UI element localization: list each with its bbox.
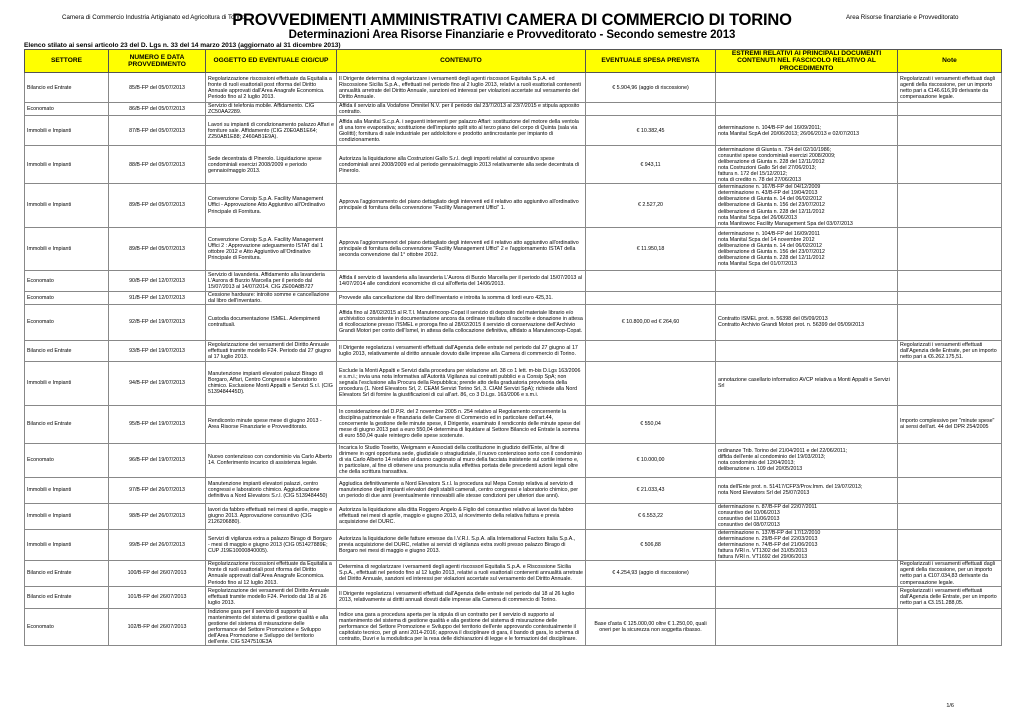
- table-row: [25, 361, 1002, 405]
- cell-estremi: determinazione n. 87/B-FP del 22/07/2011 consuntivo del 10/06/2013 consuntivo del 11/06/2013 consuntivo del 08/07/2013: [716, 503, 898, 529]
- cell-numero: 98/B-FP del 26/07/2013: [109, 503, 206, 529]
- table-row: [25, 146, 1002, 184]
- cell-numero: 97/B-FP del 26/07/2013: [109, 477, 206, 503]
- page-number: 1/6: [946, 703, 954, 709]
- cell-spesa: € 11.950,18: [586, 227, 716, 270]
- cell-note: Regolarizzati i versamenti effettuati dall'Agenzia delle Entrate, per un importo netto pari a €6.262.175,51.: [898, 340, 1002, 361]
- cell-spesa: € 943,11: [586, 146, 716, 184]
- cell-spesa: € 10.800,00 ed € 264,60: [586, 304, 716, 340]
- cell-note: [898, 116, 1002, 146]
- cell-settore: Immobili e Impianti: [25, 116, 109, 146]
- cell-numero: 94/B-FP del 19/07/2013: [109, 361, 206, 405]
- column-header-estremi: ESTREMI RELATIVI AI PRINCIPALI DOCUMENTI CONTENUTI NEL FASCICOLO RELATIVO AL PROCEDIMENTO: [716, 50, 898, 73]
- table-row: [25, 304, 1002, 340]
- cell-estremi: [716, 291, 898, 304]
- cell-estremi: [716, 340, 898, 361]
- cell-numero: 89/B-FP del 05/07/2013: [109, 227, 206, 270]
- cell-note: Importo complessivo per "minute spese" ai sensi dell'art. 44 del DPR 254/2005: [898, 405, 1002, 443]
- cell-oggetto: Rendiconto minute spese mese di giugno 2013 - Area Risorse Finanziarie e Provveditorato.: [206, 405, 337, 443]
- cell-estremi: [716, 608, 898, 645]
- cell-contenuto: Incarica lo Studio Tosetto, Weigmann e Associati della costituzione in giudizio dell'Ente, al fine di dirimere in ogni opportuna sede, giudiziale o stragiudiziale, il nuovo contenzioso sorto con il condominio di via Carlo Alberto 14 relativo al danno cagionato al muro della facciata insistente sul cortile interno e, in particolare, al fine di ottenere una pronuncia sulla effettiva portata delle precedenti azioni legali oltre che della scrittura transattiva.: [337, 443, 586, 477]
- cell-estremi: [716, 586, 898, 608]
- column-header-note: Note: [898, 50, 1002, 73]
- cell-settore: Immobili e Impianti: [25, 361, 109, 405]
- cell-contenuto: Autorizza la liquidazione alla Costruzioni Gallo S.r.l. degli importi relativi al consuntivo spese condominiali anni 2008/2009 ed al periodo gennaio/maggio 2013 relativamente alla sede decentrata di Pinerolo.: [337, 146, 586, 184]
- cell-numero: 95/B-FP del 19/07/2013: [109, 405, 206, 443]
- table-row: [25, 443, 1002, 477]
- cell-estremi: [716, 73, 898, 103]
- cell-estremi: [716, 270, 898, 291]
- cell-oggetto: Regolarizzazione riscossioni effettuate da Equitalia a fronte di ruoli esattoriali post riforma del Diritto Annuale approvati dall'Area Anagrafe Economica. Periodo fino al 2 luglio 2013.: [206, 73, 337, 103]
- cell-settore: Economato: [25, 270, 109, 291]
- cell-note: [898, 443, 1002, 477]
- cell-oggetto: Convenzione Consip S.p.A. Facility Management Uffici - Approvazione Atto Aggiuntivo all'Ordinativo Principale di Fornitura.: [206, 184, 337, 227]
- cell-contenuto: Autorizza la liquidazione alla ditta Roggero Angelo & Figlio del consuntivo relativo ai lavori da fabbro effettuati nei mesi di aprile, maggio e giugno 2013, al ricevimento della relativa fattura e previa acquisizione del DURC.: [337, 503, 586, 529]
- cell-settore: Economato: [25, 103, 109, 116]
- cell-note: [898, 361, 1002, 405]
- cell-numero: 101/B-FP del 26/07/2013: [109, 586, 206, 608]
- table-row: [25, 73, 1002, 103]
- page-title: PROVVEDIMENTI AMMINISTRATIVI CAMERA DI COMMERCIO DI TORINO: [232, 11, 792, 29]
- cell-contenuto: Affida il servizio di lavanderia alla lavanderia L'Aurora di Burzio Marcella per il periodo dal 15/07/2013 al 14/07/2014 alle condizioni economiche di cui all'offerta del 14/06/2013.: [337, 270, 586, 291]
- cell-spesa: [586, 586, 716, 608]
- cell-note: [898, 103, 1002, 116]
- cell-spesa: [586, 361, 716, 405]
- cell-estremi: determinazione n. 104/B-FP del 16/09/2011; nota Manital ScpA del 20/06/2013; 26/06/2013 e 02/07/2013: [716, 116, 898, 146]
- table-body: [25, 73, 1002, 646]
- cell-oggetto: Convenzione Consip S.p.A. Facility Management Uffici 2 : Approvazione adeguamento ISTAT dal 1 ottobre 2012 e Atto Aggiuntivo all'Ordinativo Principale di Fornitura.: [206, 227, 337, 270]
- cell-oggetto: Regolarizzazione riscossioni effettuate da Equitalia a fronte di ruoli esattoriali post riforma del Diritto Annuale approvati dall'Area Anagrafe Economica. Periodo fino al 12 luglio 2013.: [206, 560, 337, 586]
- header-area: Area Risorse finanziarie e Provveditorato: [846, 14, 959, 21]
- cell-contenuto: Il Dirigente determina di regolarizzare i versamenti degli agenti riscossori Equitalia S.p.A. ed Riscossione Sicilia S.p.A., effettuati nel periodo fino al 2 luglio 2013, relativi a ruoli esattoriali contenenti annualità arretrate del Diritto Annuale, sanzioni ed interessi per violazioni accertate sul versamento del Diritto Annuale.: [337, 73, 586, 103]
- cell-oggetto: Nuovo contenzioso con condominio via Carlo Alberto 14. Conferimento incarico di assistenza legale.: [206, 443, 337, 477]
- cell-note: Regolarizzati i versamenti effettuati dall'Agenzia delle Entrate, per un importo netto pari a €3.151.288,05.: [898, 586, 1002, 608]
- cell-note: [898, 304, 1002, 340]
- cell-numero: 86/B-FP del 05/07/2013: [109, 103, 206, 116]
- cell-contenuto: Approva l'aggiornamenot del piano dettagliato degli interventi ed il relativo atto aggiuntivo all'ordinativo principale di fornitura della convenzione "Facility Management Uffici" 2 e l'aggiornamento ISTAT della seconda convenzione dal 1° ottobre 2012.: [337, 227, 586, 270]
- cell-oggetto: Custodia documentazione ISMEL. Adempimenti contrattuali.: [206, 304, 337, 340]
- cell-settore: Immobili e Impianti: [25, 503, 109, 529]
- cell-spesa: € 10.382,45: [586, 116, 716, 146]
- cell-note: [898, 608, 1002, 645]
- cell-oggetto: Manutenzione impianti elevatori palazzi Birago di Borgaro, Affari, Centro Congressi e laboratorio chimico. Esclusione Monti Appalti e Servizi S.r.l. (CIG 5139484445D).: [206, 361, 337, 405]
- cell-numero: 99/B-FP del 26/07/2013: [109, 529, 206, 560]
- table-row: [25, 586, 1002, 608]
- header-institution: Camera di Commercio Industria Artigianato ed Agricoltura di Torino: [62, 14, 245, 21]
- cell-settore: Immobili e Impianti: [25, 184, 109, 227]
- cell-estremi: [716, 560, 898, 586]
- cell-settore: Economato: [25, 291, 109, 304]
- cell-settore: Economato: [25, 608, 109, 645]
- cell-numero: 93/B-FP del 19/07/2013: [109, 340, 206, 361]
- cell-contenuto: Affida il servizio alla Vodafone Omnitel N.V. per il periodo dal 23/7/2013 al 23/7/2015 e stipula apposito contratto.: [337, 103, 586, 116]
- table-row: [25, 291, 1002, 304]
- table-row: [25, 560, 1002, 586]
- cell-contenuto: Affida alla Manital S.c.p.A. i seguenti interventi per palazzo Affari: sostituzione del motore della ventola di una torre evaporativa; sostituzione dell'impianto split sito al terzo piano del corpo di Quinta (sala via Giolitti); fornitura di sale industriale per addolcitore e prodotto antincrostante per impianto di condizionamento.: [337, 116, 586, 146]
- cell-estremi: annotazione casellario informatico AVCP relativa a Monti Appalti e Servizi Srl: [716, 361, 898, 405]
- cell-contenuto: Affida fino al 28/02/2015 al R.T.I. Manutencoop-Copat il servizio di deposito del materiale librario e/o archivistico consistente in documentazione ancora da ordinare risultato di raccolte e donazione in attesa di ricollocazione presso l'ISMEL e proroga fino al 28/02/2015 il servizio di conservazione dell'Archivio Grandi Motori per conto dell'Ismel, in attesa della collocazione definitiva, affidato a Manutencoop-Copat.: [337, 304, 586, 340]
- cell-estremi: determinazione n. 137/B-FP del 17/12/2010 determinazione n. 29/B-FP del 22/03/2013 determinazione n. 74/B-FP del 21/06/2013 fattura IVRI n. VT1302 del 31/05/2013 fattura IVRI n. VT1692 del 29/06/2013: [716, 529, 898, 560]
- cell-oggetto: lavori da fabbro effettuati nei mesi di aprile, maggio e giugno 2013. Approvazione consuntivo (CIG 2126206880).: [206, 503, 337, 529]
- cell-spesa: € 6.553,22: [586, 503, 716, 529]
- cell-oggetto: Servizio di telefonia mobile. Affidamento. CIG ZC50AA2289.: [206, 103, 337, 116]
- page-subtitle: Determinazioni Area Risorse Finanziarie e Provveditorato - Secondo semestre 2013: [288, 29, 736, 41]
- cell-numero: 90/B-FP del 12/07/2013: [109, 270, 206, 291]
- cell-note: [898, 291, 1002, 304]
- table-row: [25, 405, 1002, 443]
- cell-settore: Immobili e Impianti: [25, 477, 109, 503]
- table-row: [25, 227, 1002, 270]
- cell-estremi: nota dell'Ente prot. n. 51417/CFP3/Prov.Imm. del 19/07/2013; nota Nord Elevators Srl del 25/07/2013: [716, 477, 898, 503]
- cell-contenuto: Autorizza la liquidazione delle fatture emesse da I.V.R.I. S.p.A. alla International Factors Italia S.p.A., previa acquisizione del DURC, relative ai servizi di vigilanza extra svolti presso palazzo Birago di Borgaro nei mesi di maggio e giugno 2013.: [337, 529, 586, 560]
- cell-settore: Immobili e Impianti: [25, 146, 109, 184]
- cell-oggetto: Regolarizzazione dei versamenti del Diritto Annuale effettuati tramite modello F24. Periodo dal 27 giugno al 17 luglio 2013.: [206, 340, 337, 361]
- cell-oggetto: Indizione gara per il servizio di supporto al mantenimento del sistema di gestione qualità e alla gestione del sistema di misurazione delle performance del Settore Promozione e Sviluppo dell'Area Promozione e Sviluppo del territorio dell'ente. CIG 5247510E3A: [206, 608, 337, 645]
- table-header-row: [25, 50, 1002, 73]
- cell-note: [898, 477, 1002, 503]
- cell-spesa: [586, 291, 716, 304]
- cell-settore: Bilancio ed Entrate: [25, 560, 109, 586]
- cell-spesa: [586, 103, 716, 116]
- cell-oggetto: Manutenzione impianti elevatori palazzi, centro congressi e laboratorio chimico. Aggiudicazione definitiva a Nord Elevators S.r.l. (CIG 5139484450): [206, 477, 337, 503]
- cell-spesa: € 506,88: [586, 529, 716, 560]
- cell-numero: 100/B-FP del 26/07/2013: [109, 560, 206, 586]
- cell-settore: Bilancio ed Entrate: [25, 405, 109, 443]
- table-row: [25, 184, 1002, 227]
- cell-note: [898, 184, 1002, 227]
- cell-contenuto: Indice una gara a procedura aperta per la stipula di un contratto per il servizio di supporto al mantenimento del sistema di gestione qualità e alla gestione del sistema di misurazione delle performance del Settore Promozione e Sviluppo del territorio dell'ente approvando contestualmente il capitolato tecnico, per gli anni 2014-2016; approva il disciplinare di gara, il bando di gara, lo schema di contratto, Duvri e la modulistica per la resa delle dichiarazioni di legge e le formazioni del disciplinare.: [337, 608, 586, 645]
- cell-numero: 89/B-FP del 05/07/2013: [109, 184, 206, 227]
- table-row: [25, 503, 1002, 529]
- cell-note: [898, 146, 1002, 184]
- cell-contenuto: Il Dirigente regolarizza i versamenti effettuati dall'Agenzia delle entrate nel periodo dal 18 al 26 luglio 2013, relativamente ai diritti annuali dovuti dalle imprese alla Camera di commercio di Torino.: [337, 586, 586, 608]
- cell-settore: Immobili e Impianti: [25, 529, 109, 560]
- cell-contenuto: Provvede alla cancellazione dal libro dell'inventario e introita la somma di lordi euro 425,31.: [337, 291, 586, 304]
- cell-spesa: [586, 270, 716, 291]
- cell-note: [898, 227, 1002, 270]
- cell-note: [898, 529, 1002, 560]
- cell-spesa: € 21.033,43: [586, 477, 716, 503]
- cell-contenuto: Approva l'aggiornamento del piano dettagliato degli interventi ed il relativo atto aggiuntivo all'ordinativo principale di fornitura della convenzione "Facility Management Uffici" 1.: [337, 184, 586, 227]
- cell-settore: Economato: [25, 443, 109, 477]
- cell-note: Regolarizzati i versamenti effettuati dagli agenti della riscossione, per un importo netto pari a €146.616,99 derivante da compensazione legale.: [898, 73, 1002, 103]
- column-header-settore: SETTORE: [25, 50, 109, 73]
- cell-spesa: Base d'asta € 125.000,00 oltre € 1.250,00, quali oneri per la sicurezza non soggetta ribasso.: [586, 608, 716, 645]
- table-row: [25, 340, 1002, 361]
- column-header-oggetto: OGGETTO ED EVENTUALE CIG/CUP: [206, 50, 337, 73]
- cell-estremi: ordinanze Trib. Torino del 21/04/2011 e del 22/06/2011; diffida dell'ente al condominio del 19/03/2013; nota condominio del 12/04/2013; deliberazione n. 109 del 20/05/2013: [716, 443, 898, 477]
- cell-settore: Bilancio ed Entrate: [25, 73, 109, 103]
- column-header-numero: NUMERO E DATA PROVVEDIMENTO: [109, 50, 206, 73]
- table-row: [25, 270, 1002, 291]
- cell-numero: 102/B-FP del 26/07/2013: [109, 608, 206, 645]
- cell-oggetto: Servizio di lavanderia. Affidamento alla lavanderia L'Aurora di Burzio Marcella per il periodo dal 15/07/2013 al 14/07/2014. CIG ZE00A8B727: [206, 270, 337, 291]
- cell-note: [898, 503, 1002, 529]
- column-header-spesa: EVENTUALE SPESA PREVISTA: [586, 50, 716, 73]
- table-row: [25, 477, 1002, 503]
- cell-note: [898, 270, 1002, 291]
- cell-estremi: determinazione n. 167/B-FP del 04/12/2009 determinazione n. 43/B-FP del 19/04/2013 deliberazione di Giunta n. 14 del 06/02/2012 deliberazione di Giunta n. 156 del 23/07/2012 deliberazione di Giunta n. 228 del 12/11/2012 nota Manital Scpa del 26/06/2013 nota Manitowoc Facility Management Spa del 03/07/2013: [716, 184, 898, 227]
- cell-estremi: determinazione di Giunta n. 734 del 02/10/1986; consuntivi spese condominiali esercizi 2008/2009; deliberazione di Giunta n. 228 del 12/11/2012 nota Costruzioni Gallo Srl del 27/06/2013; fattura n. 172 del 15/12/2012; nota di credito n. 78 del 27/06/2013: [716, 146, 898, 184]
- cell-numero: 91/B-FP del 12/07/2013: [109, 291, 206, 304]
- cell-estremi: [716, 405, 898, 443]
- cell-spesa: € 4.254,93 (aggio di riscossione): [586, 560, 716, 586]
- cell-oggetto: Sede decentrata di Pinerolo. Liquidazione spese condominiali esercizi 2008/2009 e periodo gennaio/maggio 2013.: [206, 146, 337, 184]
- cell-numero: 92/B-FP del 19/07/2013: [109, 304, 206, 340]
- cell-settore: Bilancio ed Entrate: [25, 586, 109, 608]
- cell-spesa: € 550,04: [586, 405, 716, 443]
- cell-contenuto: Esclude la Monti Appalti e Servizi dalla procedura per violazione art. 38 co 1 lett. m-bis D.Lgs 163/2006 e s.m.i.; invia una nota informativa all'Autorità Vigilanza sui contratti pubblici e a Consip SpA; non segnala l'esclusione alla Procura della Repubblica; prende atto della graduatoria provvisoria della procedura (1. Nord Elevators Srl, 2. CEAM Servizi Torino Srl, 3. CIAM Servizi SpA); richiede alla Nord Elevators Srl di fornire la giustificazioni di cui all'art. 86, co 3 D.Lgs. 163/2006 e s.m.i.: [337, 361, 586, 405]
- cell-oggetto: Servizi di vigilanza extra a palazzo Birago di Borgaro - mesi di maggio e giugno 2013 (CIG 051427889E; CUP J19E10000840005).: [206, 529, 337, 560]
- cell-spesa: € 2.527,20: [586, 184, 716, 227]
- table-row: [25, 529, 1002, 560]
- cell-spesa: € 5.904,96 (aggio di riscossione): [586, 73, 716, 103]
- cell-oggetto: Regolarizzazione dei versamenti del Diritto Annuale effettuati tramite modello F24. Periodo dal 18 al 26 luglio 2013.: [206, 586, 337, 608]
- cell-contenuto: Determina di regolarizzare i versamenti degli agenti riscossori Equitalia S.p.A. e Riscossione Sicilia S.p.A., effettuati nel periodo fino al 12 luglio 2013, relativi a ruoli esattoriali contenenti annualità arretrate del Diritto Annuale, sanzioni ed interessi per violazioni accertate sul versamento del Diritto Annuale.: [337, 560, 586, 586]
- cell-oggetto: Cessione hardware: introito somme e cancellazione dal libro dell'inventario.: [206, 291, 337, 304]
- provvedimenti-table: [24, 49, 1002, 646]
- cell-contenuto: Il Dirigente regolarizza i versamenti effettuati dall'Agenzia delle entrate nel periodo dal 27 giugno al 17 luglio 2013, relativamente al diritto annuale dovuto dalle imprese alla Camera di commercio di Torino.: [337, 340, 586, 361]
- cell-settore: Immobili e Impianti: [25, 227, 109, 270]
- cell-numero: 96/B-FP del 19/07/2013: [109, 443, 206, 477]
- cell-estremi: Contratto ISMEL prot. n. 56398 del 05/09/2013 Contratto Archivio Grandi Motori prot. n. 56399 del 05/09/2013: [716, 304, 898, 340]
- cell-numero: 88/B-FP del 05/07/2013: [109, 146, 206, 184]
- cell-settore: Economato: [25, 304, 109, 340]
- cell-numero: 87/B-FP del 05/07/2013: [109, 116, 206, 146]
- cell-contenuto: Aggiudica definitivamente a Nord Elevators S.r.l. la procedura sul Mepa Consip relativa al servizio di manutenzione degli impianti elevatori degli stabili camerali, centro congressi e laboratorio chimico, per un periodo di due anni (eventualmente rinnovabili alle stesse condizioni per ulteriori due anni).: [337, 477, 586, 503]
- cell-estremi: determinazione n. 104/B-FP del 16/09/2011 nota Manital Scpa del 14 novembre 2012 deliberazione di Giunta n. 14 del 06/02/2012 deliberazione di Giunta n. 156 del 23/07/2012 deliberazione di Giunta n. 228 del 12/11/2012 nota Manital Scpa del 01/07/2013: [716, 227, 898, 270]
- cell-note: Regolarizzati i versamenti effettuati dagli agenti della riscossione, per un importo netto pari a €107.034,83 derivante da compensazione legale.: [898, 560, 1002, 586]
- cell-spesa: [586, 340, 716, 361]
- cell-oggetto: Lavori su impianti di condizionamento palazzo Affari e forniture sale. Affidamento (CIG Z0E0AB1E64; Z250AB1E88; Z460AB1E9A).: [206, 116, 337, 146]
- cell-contenuto: In considerazione del D.P.R. del 2 novembre 2005 n. 254 relativo al Regolamento concernente la disciplina patrimoniale e finanziaria delle Camere di Commercio ed in particolare dell'art.44, concernente la gestione delle minute spese, il Dirigente, esaminato il rendiconto delle minute spese del mese di giugno 2013 pari a euro 550,04 determina di liquidare al Settore Bilancio ed Entrate la somma di euro 550,04 quale reintegro delle spese sostenute.: [337, 405, 586, 443]
- cell-numero: 85/B-FP del 05/07/2013: [109, 73, 206, 103]
- column-header-contenuto: CONTENUTO: [337, 50, 586, 73]
- list-note: Elenco stilato ai sensi articolo 23 del D. Lgs n. 33 del 14 marzo 2013 (aggiornato al 31 dicembre 2013): [24, 42, 341, 49]
- cell-estremi: [716, 103, 898, 116]
- table-row: [25, 103, 1002, 116]
- table-row: [25, 608, 1002, 645]
- cell-settore: Bilancio ed Entrate: [25, 340, 109, 361]
- table-row: [25, 116, 1002, 146]
- cell-spesa: € 10.000,00: [586, 443, 716, 477]
